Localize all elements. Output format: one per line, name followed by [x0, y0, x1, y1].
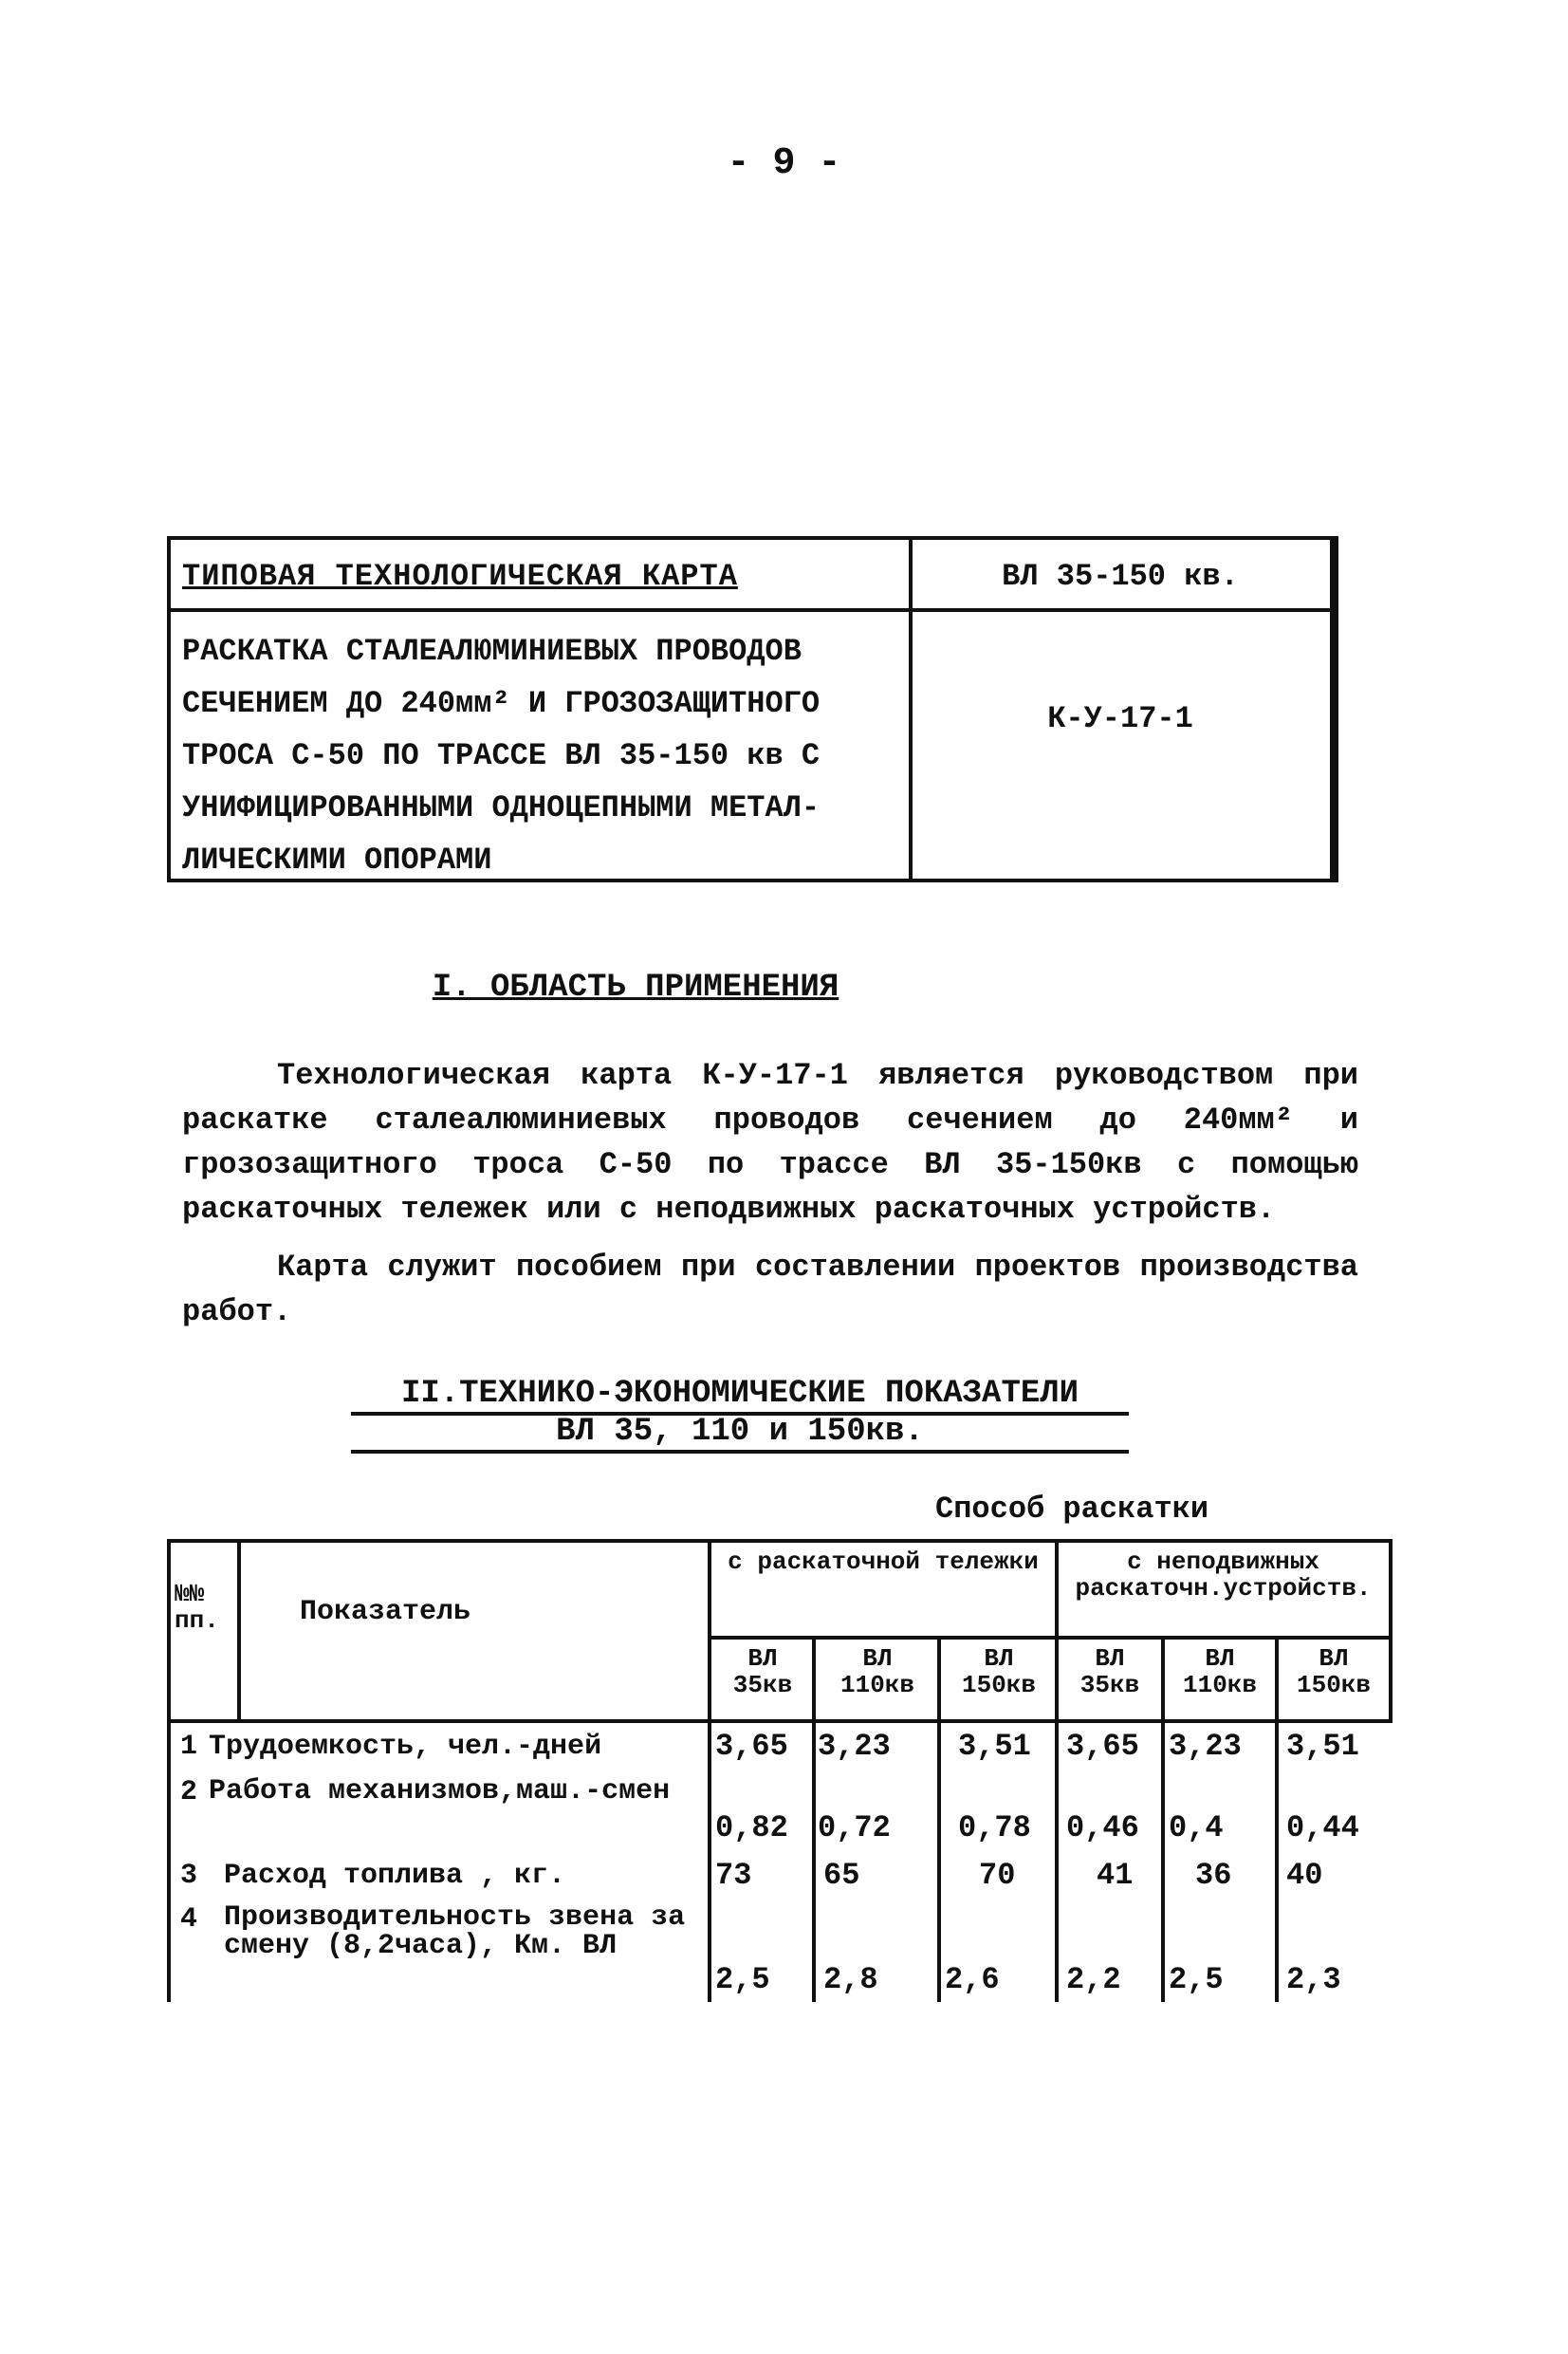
table-left-rule [167, 1539, 171, 2002]
card-type-heading: ТИПОВАЯ ТЕХНОЛОГИЧЕСКАЯ КАРТА [182, 559, 738, 594]
section1-title: I. ОБЛАСТЬ ПРИМЕНЕНИЯ [432, 970, 839, 1006]
table-cell: 0,72 [818, 1810, 891, 1845]
section2-title-line: ВЛ 35, 110 и 150кв. [351, 1416, 1129, 1454]
page-number: - 9 - [727, 142, 841, 185]
card-subject-line: ЛИЧЕСКИМИ ОПОРАМИ [182, 843, 492, 878]
col-group-stationary: с неподвижных раскаточн.устройств. [1075, 1548, 1372, 1603]
title-box-divider [909, 540, 913, 879]
indicators-table [167, 1539, 1396, 2002]
table-cell: 2,3 [1286, 1962, 1341, 1997]
section2-title-line: II.ТЕХНИКО-ЭКОНОМИЧЕСКИЕ ПОКАЗАТЕЛИ [351, 1378, 1129, 1416]
table-sub-rule [937, 1638, 941, 2002]
method-label: Способ раскатки [935, 1492, 1209, 1527]
table-cell: 2,5 [715, 1962, 770, 1997]
table-cell: 3,51 [1286, 1729, 1359, 1764]
col-subheader: ВЛ 35кв [732, 1644, 793, 1699]
table-cell: 40 [1286, 1858, 1323, 1893]
table-sub-rule [1275, 1638, 1279, 2002]
row-indicator: Производительность звена за смену (8,2часа), Км. ВЛ [224, 1901, 686, 1962]
table-cell: 2,8 [823, 1962, 878, 1997]
col-header-indicator: Показатель [300, 1596, 471, 1628]
table-cell: 0,78 [958, 1810, 1031, 1845]
title-box [167, 536, 1338, 882]
col-subheader: ВЛ 110кв [839, 1644, 914, 1699]
section1-paragraph: Карта служит пособием при составлении проектов производства работ. [182, 1250, 1358, 1329]
table-cell: 70 [979, 1858, 1016, 1893]
table-cell: 0,46 [1066, 1810, 1139, 1845]
row-indicator: Расход топлива , кг. [224, 1860, 566, 1892]
table-sub-rule [812, 1638, 816, 2002]
card-subject [182, 625, 903, 886]
table-cell: 0,4 [1169, 1810, 1224, 1845]
table-right-rule [1389, 1539, 1393, 1719]
card-subject-line: СЕЧЕНИЕМ ДО 240мм² И ГРОЗОЗАЩИТНОГО [182, 686, 821, 721]
voltage-class: ВЛ 35-150 кв. [1002, 559, 1239, 594]
table-header-rule [167, 1719, 1393, 1723]
table-subheader-rule [708, 1636, 1393, 1640]
card-code: К-У-17-1 [1047, 701, 1193, 736]
section1-text [182, 1053, 1358, 1334]
col-subheader: ВЛ 35кв [1079, 1644, 1140, 1699]
table-cell: 3,51 [958, 1729, 1031, 1764]
table-cell: 73 [715, 1858, 752, 1893]
row-indicator: Трудоемкость, чел.-дней [209, 1731, 602, 1763]
card-subject-line: ТРОСА С-50 ПО ТРАССЕ ВЛ 35-150 кв С [182, 738, 821, 773]
table-cell: 0,44 [1286, 1810, 1359, 1845]
col-subheader: ВЛ 150кв [1296, 1644, 1371, 1699]
section1-paragraph: Технологическая карта К-У-17-1 является руководством при раскатке сталеалюминиевых проводов сечением до 240мм² и грозозащитного троса С-50 по трассе ВЛ 35-150кв с помощью раскаточных тележек или с неподвижных раскаточных устройств. [182, 1058, 1358, 1227]
row-number: 3 [180, 1860, 198, 1892]
table-cell: 41 [1097, 1858, 1134, 1893]
col-group-cart: с раскаточной тележки [728, 1548, 1039, 1576]
card-subject-line: РАСКАТКА СТАЛЕАЛЮМИНИЕВЫХ ПРОВОДОВ [182, 634, 802, 669]
col-subheader: ВЛ 110кв [1182, 1644, 1257, 1699]
row-number: 1 [180, 1731, 198, 1763]
table-cell: 3,23 [1169, 1729, 1242, 1764]
row-number: 2 [180, 1776, 198, 1808]
table-group2-rule [1055, 1539, 1059, 2002]
table-cell: 2,6 [945, 1962, 1000, 1997]
table-cell: 2,2 [1066, 1962, 1121, 1997]
section2-title [351, 1378, 1129, 1454]
table-sub-rule [1161, 1638, 1165, 2002]
table-cell: 3,65 [1066, 1729, 1139, 1764]
card-subject-line: УНИФИЦИРОВАННЫМИ ОДНОЦЕПНЫМИ МЕТАЛ- [182, 790, 821, 825]
title-box-header-rule [171, 608, 1330, 612]
table-cell: 2,5 [1169, 1962, 1224, 1997]
table-group1-rule [708, 1539, 711, 2002]
table-cell: 65 [823, 1858, 860, 1893]
col-subheader: ВЛ 150кв [961, 1644, 1036, 1699]
table-cell: 36 [1195, 1858, 1232, 1893]
row-indicator: Работа механизмов,маш.-смен [209, 1775, 671, 1807]
table-cell: 3,23 [818, 1729, 891, 1764]
table-top-rule [167, 1539, 1393, 1543]
col-header-number: №№ пп. [175, 1580, 219, 1635]
table-num-col-rule [237, 1539, 241, 1719]
table-cell: 0,82 [715, 1810, 788, 1845]
table-cell: 3,65 [715, 1729, 788, 1764]
row-number: 4 [180, 1903, 198, 1936]
